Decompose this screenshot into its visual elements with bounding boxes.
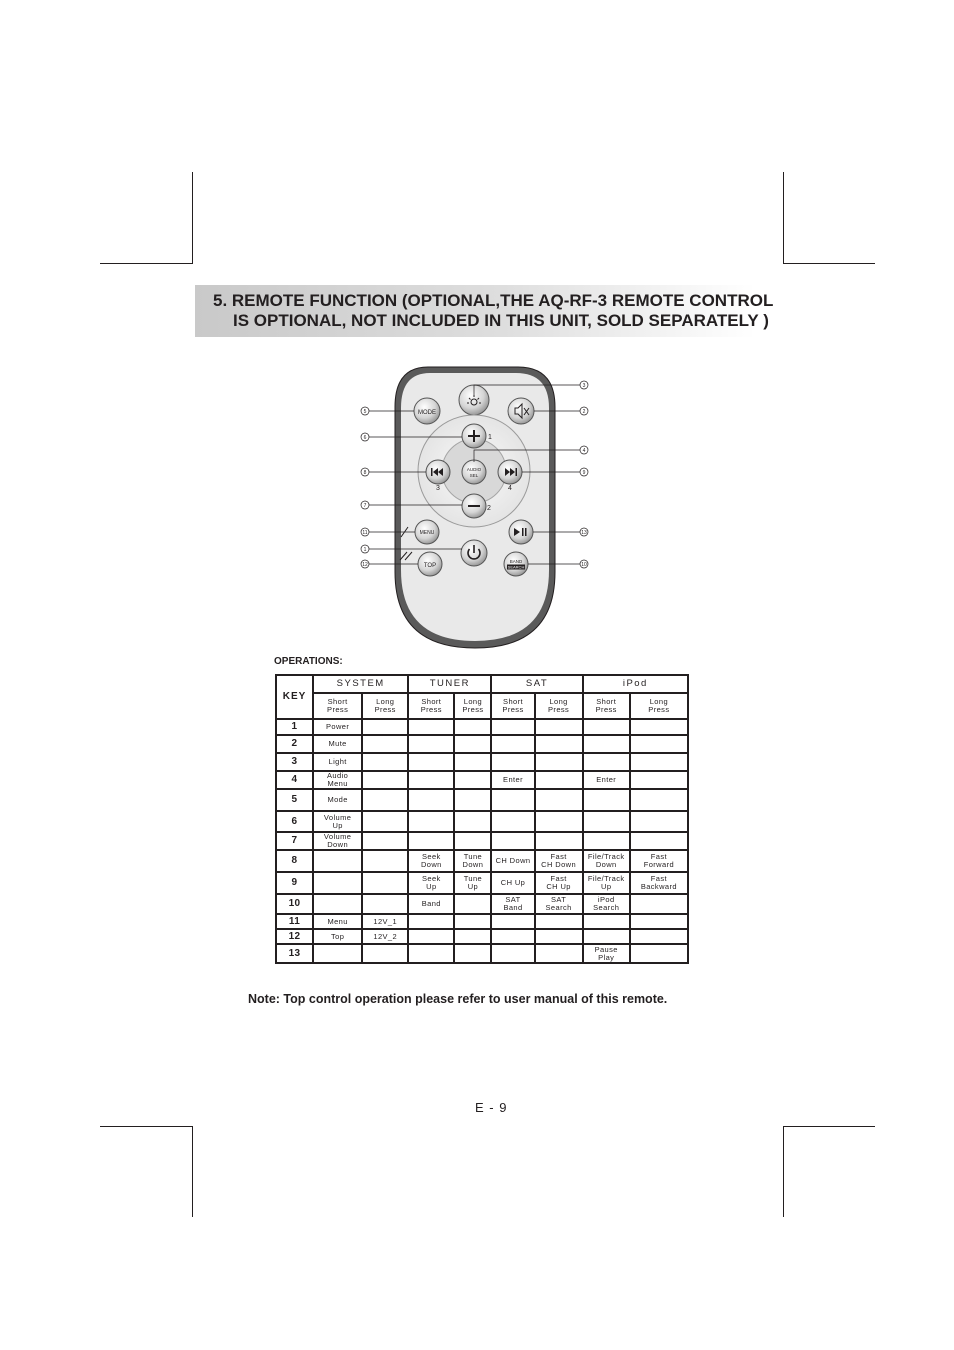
table-cell (313, 944, 362, 963)
table-cell (491, 929, 534, 944)
table-cell (630, 789, 688, 811)
table-row (276, 894, 688, 914)
key-number: 12 (276, 929, 313, 944)
table-cell (535, 753, 583, 771)
callout-number: 2 (582, 409, 586, 415)
top-button-label: TOP (423, 563, 437, 569)
table-cell (583, 719, 630, 735)
audio-sel-label-1: AUDIO (466, 467, 482, 472)
dpad-label-down: 2 (487, 505, 491, 512)
remote-control-diagram (350, 362, 600, 650)
table-cell: Volume Down (313, 832, 362, 850)
table-cell: Fast CH Down (535, 850, 583, 872)
table-cell (454, 753, 491, 771)
footnote: Note: Top control operation please refer to user manual of this remote. (248, 992, 668, 1006)
sub-header-cell: Long Press (535, 693, 583, 719)
table-row (276, 735, 688, 753)
callout-number: 7 (363, 503, 367, 509)
table-cell (408, 771, 454, 789)
table-cell (491, 914, 534, 929)
table-cell (583, 735, 630, 753)
audio-sel-label-2: SEL (469, 473, 479, 478)
callout-number: 10 (581, 562, 587, 568)
heading-line-1: 5. REMOTE FUNCTION (OPTIONAL,THE AQ-RF-3 REMOTE CONTROL (213, 291, 774, 310)
callout-number: 8 (363, 470, 367, 476)
table-cell: Tune Down (454, 850, 491, 872)
table-cell (454, 894, 491, 914)
table-cell: Enter (491, 771, 534, 789)
sub-header-cell: Long Press (454, 693, 491, 719)
table-cell (454, 789, 491, 811)
table-cell (583, 914, 630, 929)
table-cell: Mode (313, 789, 362, 811)
table-cell (535, 811, 583, 832)
table-cell: Volume Up (313, 811, 362, 832)
crop-mark-bottom-right-v (783, 1126, 784, 1217)
key-number: 6 (276, 811, 313, 832)
table-cell: Pause Play (583, 944, 630, 963)
table-cell (630, 735, 688, 753)
key-number: 7 (276, 832, 313, 850)
table-cell (630, 811, 688, 832)
menu-button-label: MENU (419, 530, 435, 536)
table-row (276, 914, 688, 929)
dpad-label-right: 4 (508, 485, 512, 492)
table-cell: CH Up (491, 872, 534, 894)
band-button-label-1: BAND (509, 559, 523, 564)
table-cell (491, 832, 534, 850)
table-cell (630, 894, 688, 914)
table-cell (583, 929, 630, 944)
table-cell: Band (408, 894, 454, 914)
table-cell: Light (313, 753, 362, 771)
table-cell (362, 811, 408, 832)
sub-header-row (276, 693, 688, 719)
dpad-label-left: 3 (436, 485, 440, 492)
table-row (276, 944, 688, 963)
table-cell (491, 811, 534, 832)
table-cell (491, 789, 534, 811)
table-cell (583, 811, 630, 832)
crop-mark-top-right-h (783, 263, 875, 264)
table-cell (362, 832, 408, 850)
table-row (276, 929, 688, 944)
table-cell: SAT Search (535, 894, 583, 914)
table-cell (408, 789, 454, 811)
callout-number: 6 (363, 435, 367, 441)
key-number: 11 (276, 914, 313, 929)
callout-number: 12 (362, 562, 368, 568)
crop-mark-bottom-right-h (783, 1126, 875, 1127)
table-cell (362, 789, 408, 811)
sub-header-cell: Short Press (313, 693, 362, 719)
operations-title: OPERATIONS: (274, 656, 343, 667)
table-cell (583, 832, 630, 850)
table-cell (535, 735, 583, 753)
table-row (276, 872, 688, 894)
table-cell (362, 872, 408, 894)
table-cell (454, 719, 491, 735)
table-cell (362, 719, 408, 735)
table-cell (535, 789, 583, 811)
table-cell: Tune Up (454, 872, 491, 894)
table-cell (535, 944, 583, 963)
key-number: 4 (276, 771, 313, 789)
table-cell: Menu (313, 914, 362, 929)
table-cell (630, 914, 688, 929)
table-cell (454, 735, 491, 753)
table-cell (491, 944, 534, 963)
sub-header-cell: Long Press (362, 693, 408, 719)
table-cell (408, 944, 454, 963)
table-cell (313, 850, 362, 872)
table-cell (583, 789, 630, 811)
table-cell (362, 894, 408, 914)
mode-button-label: MODE (418, 410, 436, 416)
table-cell (454, 914, 491, 929)
table-cell (630, 832, 688, 850)
table-row (276, 850, 688, 872)
table-cell (408, 914, 454, 929)
table-cell: Power (313, 719, 362, 735)
table-cell: File/Track Down (583, 850, 630, 872)
table-cell (630, 944, 688, 963)
callout-number: 4 (582, 448, 586, 454)
table-cell (454, 832, 491, 850)
table-cell (535, 771, 583, 789)
table-cell (313, 872, 362, 894)
table-cell (362, 753, 408, 771)
key-header: KEY (276, 675, 313, 719)
table-cell: Top (313, 929, 362, 944)
table-row (276, 753, 688, 771)
table-cell: Mute (313, 735, 362, 753)
key-number: 8 (276, 850, 313, 872)
audio-sel-button[interactable] (462, 460, 486, 484)
heading-line-2: IS OPTIONAL, NOT INCLUDED IN THIS UNIT, SOLD SEPARATELY ) (233, 311, 769, 330)
table-cell: Fast CH Up (535, 872, 583, 894)
callout-number: 11 (362, 530, 368, 536)
table-cell (408, 719, 454, 735)
table-cell (535, 929, 583, 944)
key-number: 10 (276, 894, 313, 914)
table-cell (491, 753, 534, 771)
key-number: 13 (276, 944, 313, 963)
table-cell: SAT Band (491, 894, 534, 914)
table-cell (535, 719, 583, 735)
crop-mark-top-left-h (100, 263, 193, 264)
table-cell (408, 753, 454, 771)
table-cell (491, 719, 534, 735)
table-cell: Seek Down (408, 850, 454, 872)
table-cell (630, 929, 688, 944)
table-cell: 12V_2 (362, 929, 408, 944)
mute-button[interactable] (508, 398, 534, 424)
table-cell (408, 832, 454, 850)
table-cell (454, 944, 491, 963)
table-cell (630, 719, 688, 735)
table-row (276, 789, 688, 811)
table-cell (454, 811, 491, 832)
table-cell (630, 753, 688, 771)
key-number: 3 (276, 753, 313, 771)
table-cell (313, 894, 362, 914)
operations-table (275, 674, 689, 964)
group-header-sat: SAT (491, 675, 582, 693)
table-cell: File/Track Up (583, 872, 630, 894)
table-cell: Fast Backward (630, 872, 688, 894)
table-cell (535, 914, 583, 929)
callout-number: 13 (581, 530, 587, 536)
callout-number: 3 (582, 383, 586, 389)
callout-number: 5 (363, 409, 367, 415)
table-cell (362, 771, 408, 789)
sub-header-cell: Short Press (408, 693, 454, 719)
callout-number: 1 (363, 547, 367, 553)
table-cell (583, 753, 630, 771)
sub-header-cell: Short Press (491, 693, 534, 719)
key-number: 9 (276, 872, 313, 894)
group-header-tuner: TUNER (408, 675, 491, 693)
band-button-label-2: SEARCH (507, 564, 525, 570)
table-cell (362, 850, 408, 872)
table-cell: Enter (583, 771, 630, 789)
sub-header-cell: Long Press (630, 693, 688, 719)
key-number: 1 (276, 719, 313, 735)
table-cell: 12V_1 (362, 914, 408, 929)
table-cell: Seek Up (408, 872, 454, 894)
table-cell: Fast Forward (630, 850, 688, 872)
sub-header-cell: Short Press (583, 693, 630, 719)
table-row (276, 811, 688, 832)
table-cell (362, 735, 408, 753)
table-cell: Audio Menu (313, 771, 362, 789)
callout-number: 9 (582, 470, 586, 476)
operations-table-body (276, 719, 688, 963)
table-row (276, 832, 688, 850)
table-cell: iPod Search (583, 894, 630, 914)
table-cell (630, 771, 688, 789)
table-cell (408, 811, 454, 832)
table-cell (454, 929, 491, 944)
play-pause-button[interactable] (509, 520, 533, 544)
key-number: 5 (276, 789, 313, 811)
key-number: 2 (276, 735, 313, 753)
group-header-ipod: iPod (583, 675, 688, 693)
table-cell (408, 929, 454, 944)
table-row (276, 719, 688, 735)
group-header-system: SYSTEM (313, 675, 408, 693)
table-cell (362, 944, 408, 963)
table-cell (535, 832, 583, 850)
table-cell (491, 735, 534, 753)
crop-mark-top-right-v (783, 172, 784, 264)
page-number: E - 9 (475, 1100, 508, 1115)
section-heading (195, 285, 774, 337)
table-cell (454, 771, 491, 789)
crop-mark-bottom-left-h (100, 1126, 193, 1127)
table-cell: CH Down (491, 850, 534, 872)
table-cell (408, 735, 454, 753)
dpad-label-up: 1 (488, 434, 492, 441)
table-row (276, 771, 688, 789)
crop-mark-top-left-v (192, 172, 193, 264)
crop-mark-bottom-left-v (192, 1126, 193, 1217)
